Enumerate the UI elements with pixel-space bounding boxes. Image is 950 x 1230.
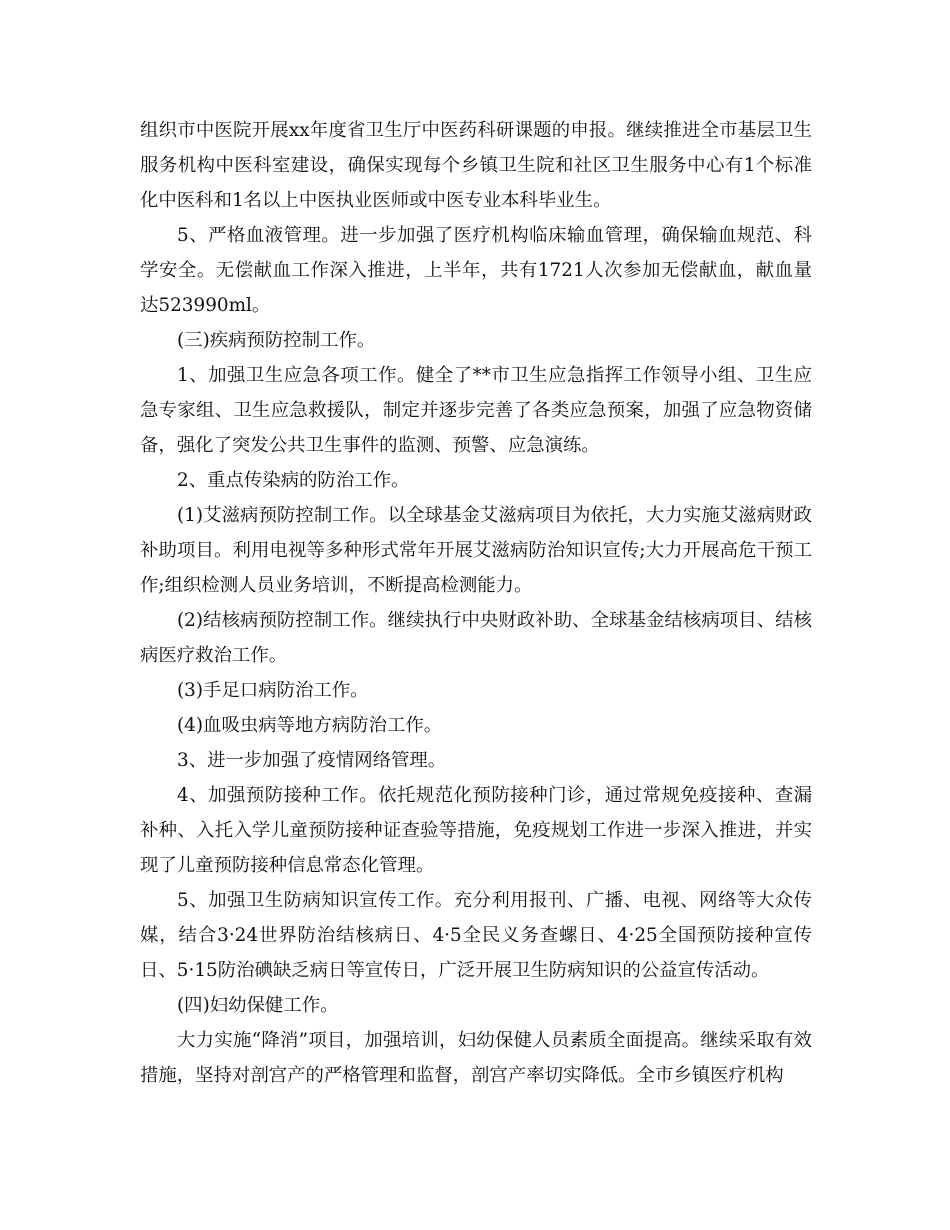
paragraph: 1、加强卫生应急各项工作。健全了**市卫生应急指挥工作领导小组、卫生应急专家组、卫生应急救援队，制定并逐步完善了各类应急预案，加强了应急物资储备，强化了突发公共卫生事件的监测、预警、应急演练。	[140, 365, 812, 456]
paragraph: 4、加强预防接种工作。依托规范化预防接种门诊，通过常规免疫接种、查漏补种、入托入学儿童预防接种证查验等措施，免疫规划工作进一步深入推进，并实现了儿童预防接种信息常态化管理。	[140, 785, 812, 876]
paragraph: 3、进一步加强了疫情网络管理。	[177, 750, 447, 771]
paragraph: (2)结核病预防控制工作。继续执行中央财政补助、全球基金结核病项目、结核病医疗救治工作。	[140, 610, 812, 666]
section-heading: (三)疾病预防控制工作。	[177, 330, 376, 351]
paragraph: 5、加强卫生防病知识宣传工作。充分利用报刊、广播、电视、网络等大众传媒，结合3·24世界防治结核病日、4·5全民义务查螺日、4·25全国预防接种宣传日、5·15防治碘缺乏病日等宣传日，广泛开展卫生防病知识的公益宣传活动。	[140, 890, 812, 981]
paragraph: (3)手足口病防治工作。	[177, 680, 369, 701]
paragraph: 5、严格血液管理。进一步加强了医疗机构临床输血管理，确保输血规范、科学安全。无偿献血工作深入推进，上半年，共有1721人次参加无偿献血，献血量达523990ml。	[140, 225, 812, 316]
paragraph: 2、重点传染病的防治工作。	[177, 470, 410, 491]
paragraph: 大力实施“降消”项目，加强培训，妇幼保健人员素质全面提高。继续采取有效措施，坚持对剖宫产的严格管理和监督，剖宫产率切实降低。全市乡镇医疗机构	[140, 1030, 812, 1086]
paragraph: (4)血吸虫病等地方病防治工作。	[177, 715, 443, 736]
paragraph: (1)艾滋病预防控制工作。以全球基金艾滋病项目为依托，大力实施艾滋病财政补助项目。利用电视等多种形式常年开展艾滋病防治知识宣传;大力开展高危干预工作;组织检测人员业务培训，不断提高检测能力。	[140, 505, 812, 596]
section-heading: (四)妇幼保健工作。	[177, 995, 339, 1016]
document-page	[140, 113, 812, 1093]
paragraph: 组织市中医院开展xx年度省卫生厅中医药科研课题的申报。继续推进全市基层卫生服务机构中医科室建设，确保实现每个乡镇卫生院和社区卫生服务中心有1个标准化中医科和1名以上中医执业医师或中医专业本科毕业生。	[140, 120, 812, 211]
